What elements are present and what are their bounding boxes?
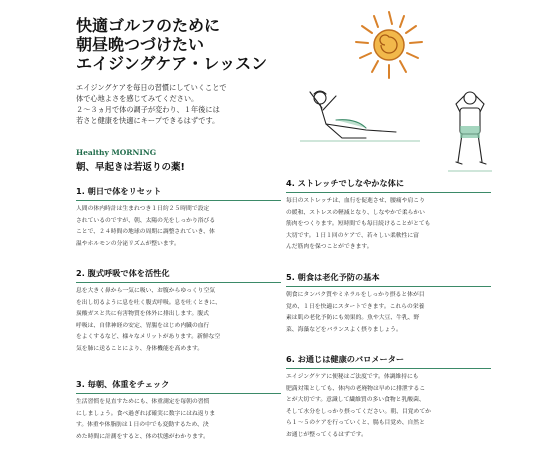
body-line: んだ筋肉を保つことができます。 xyxy=(286,244,373,250)
body-line: エイジングケアに便秘はご法度です。体調維持にも xyxy=(286,374,419,380)
section-body xyxy=(76,397,281,443)
section-body xyxy=(286,290,491,336)
section-heading: 5. 朝食は老化予防の基本 xyxy=(286,272,491,287)
section-2 xyxy=(76,268,281,355)
intro-line: エイジングケアを毎日の習慣にしていくことで xyxy=(76,83,227,92)
title-line-3: エイジングケア・レッスン xyxy=(76,54,268,73)
section-heading: 6. お通じは健康のバロメーター xyxy=(286,354,491,369)
intro-line: ２～３ヵ月で体の調子が変わり、１年後には xyxy=(76,105,220,114)
body-line: 覚め、１日を快適にスタートできます。これらの栄養 xyxy=(286,303,425,310)
body-line: 人間の体内時計は生まれつき１日約２５時間で設定 xyxy=(76,206,210,212)
body-line: 毎日のストレッチは、血行を促進させ、腰痛や肩こり xyxy=(286,198,425,204)
page-title xyxy=(76,16,316,73)
healthy-morning-label: Healthy MORNING xyxy=(76,148,157,157)
standing-person-icon xyxy=(440,86,500,176)
body-line: 筋肉をつくります。短時間でも毎日続けることがとても xyxy=(286,221,431,227)
body-line: とが大切です。意識して繊維質の多い食物と乳酸菌、 xyxy=(286,397,425,403)
body-line: をよくするなど、様々なメリットがあります。新鮮な空 xyxy=(76,334,221,340)
body-line: にしましょう。食べ過ぎれば確実に数字にはね返りま xyxy=(76,410,216,417)
body-line: 肥満対策としても、体内の老廃物は早めに排泄するこ xyxy=(286,385,426,392)
stretching-person-icon xyxy=(296,86,426,146)
section-body xyxy=(76,204,281,250)
body-line: めた時間に計測をすると、体の状態がわかります。 xyxy=(76,433,209,440)
section-1 xyxy=(76,186,281,250)
body-line: 炭酸ガスと共に有害物質を体外に排出します。腹式 xyxy=(76,311,209,317)
body-line: 生活習慣を見直すためにも、体重測定を毎朝の習慣 xyxy=(76,399,210,405)
body-line: 息を大きく鼻から一気に吸い、お腹からゆっくり空気 xyxy=(76,288,216,294)
body-line: されているのですが、朝、太陽の光をしっかり浴びる xyxy=(76,217,216,224)
section-heading: 3. 毎朝、体重をチェック xyxy=(76,379,281,394)
body-line: そして水分をしっかり摂ってください。朝、目覚めてか xyxy=(286,408,431,415)
intro-paragraph xyxy=(76,82,286,126)
section-body xyxy=(286,196,491,254)
body-line: の緩和、ストレスの軽減となり、しなやかで柔らかい xyxy=(286,209,425,216)
body-line: 大切です。１日１回のケアで、若々しい柔軟性に富 xyxy=(286,232,419,239)
body-line: ことで、２４時間の地球の周期に調整されていき、体 xyxy=(76,229,215,235)
intro-line: 体で心地よさを感じてみてください。 xyxy=(76,94,199,103)
title-line-1: 快適ゴルフのために xyxy=(76,16,221,35)
body-line: 呼吸は、自律神経の安定、胃腸をはじめ内臓の血行 xyxy=(76,322,210,329)
section-subtitle: 朝、早起きは若返りの薬! xyxy=(76,162,185,173)
body-line: ら１～５のケアを行っていくと、腸も目覚め、自然と xyxy=(286,420,425,426)
body-line: 菜、海藻などをバランスよく摂りましょう。 xyxy=(286,326,402,333)
section-4 xyxy=(286,178,491,254)
body-line: 気を肺に送ることにより、身体機能を高めます。 xyxy=(76,345,204,352)
section-5 xyxy=(286,272,491,336)
body-line: す。体重や体脂肪は１日の中でも変動するため、決 xyxy=(76,422,209,428)
sun-illustration-icon xyxy=(344,6,434,86)
body-line: 朝食にタンパク質やミネラルをしっかり摂ると体が目 xyxy=(286,292,425,298)
body-line: を出し切るように息を吐く腹式呼吸。息を吐くときに、 xyxy=(76,299,221,306)
section-body xyxy=(286,372,491,441)
title-line-2: 朝昼晩つづけたい xyxy=(76,35,205,54)
section-6 xyxy=(286,354,491,441)
body-line: お通じが整ってくるはずです。 xyxy=(286,431,367,438)
section-heading: 2. 腹式呼吸で体を活性化 xyxy=(76,268,281,283)
body-line: 温やホルモンの分泌リズムが整います。 xyxy=(76,240,180,247)
section-3 xyxy=(76,379,281,443)
body-line: 素は肌の老化予防にも効果的。魚や大豆、牛乳、野 xyxy=(286,315,420,321)
section-body xyxy=(76,286,281,355)
intro-line: 若さと健康を快適にキープできるはずです。 xyxy=(76,116,220,125)
section-heading: 1. 朝日で体をリセット xyxy=(76,186,281,201)
section-heading: 4. ストレッチでしなやかな体に xyxy=(286,178,491,193)
